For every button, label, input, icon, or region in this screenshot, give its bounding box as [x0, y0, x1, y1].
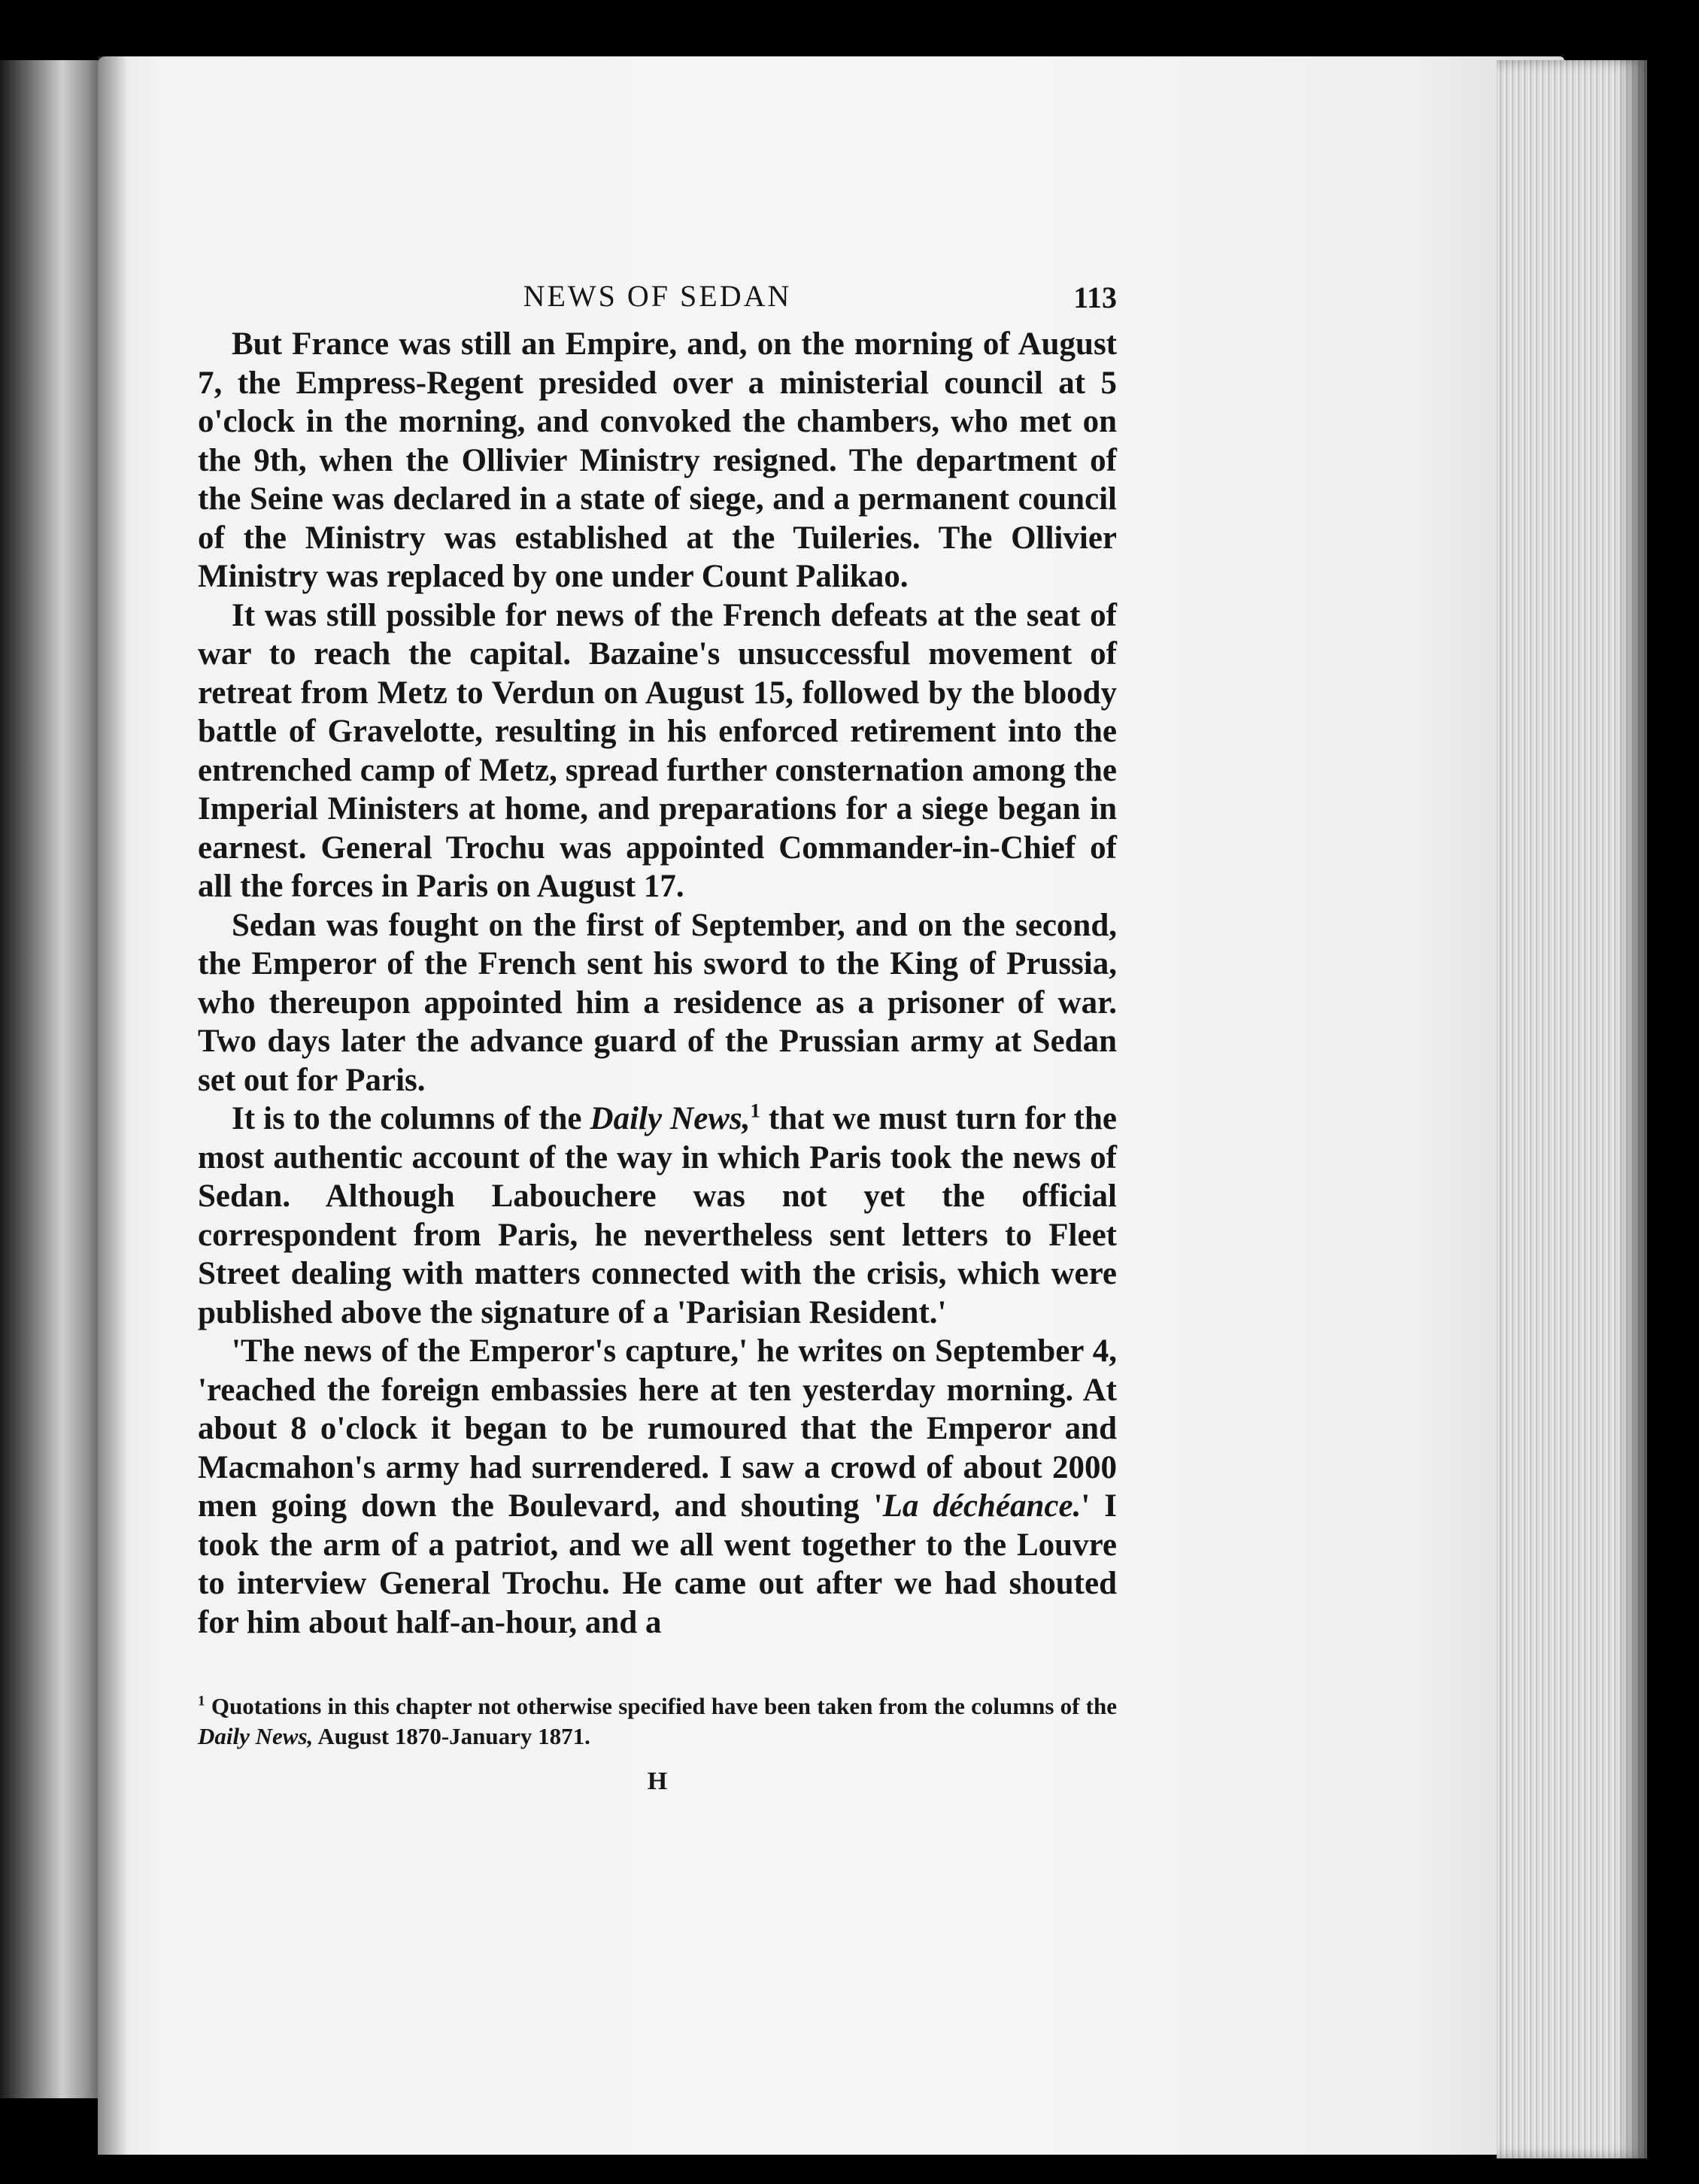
running-head [198, 271, 1117, 325]
paragraph-text: 'The news of the Emperor's capture,' he writes on September 4, 'reached the foreign embassies here at ten yesterday morning. At about 8 o'clock it began to be rumoured that the Emperor and Macmahon's army had surrendered. I saw a crowd of about 2000 men going down the Boulevard, and shouting ' [198, 1333, 1117, 1524]
signature-mark: H [647, 1767, 668, 1795]
paragraph-sedan: Sedan was fought on the first of September, and on the second, the Emperor of the French sent his sword to the King of Prussia, who thereupon appointed him a residence as a prisoner of war. Two days later the advance guard of the Prussian army at Sedan set out for Paris. [198, 907, 1117, 1098]
paragraph-quotation [198, 1332, 1117, 1642]
newspaper-title: Daily News, [590, 1101, 751, 1136]
quoted-phrase: La déchéance. [882, 1488, 1082, 1524]
footnote-newspaper-title: Daily News, [198, 1723, 314, 1749]
footnote-mark: 1 [198, 1693, 205, 1709]
footnote [198, 1691, 1117, 1752]
gutter-shadow [98, 56, 128, 2155]
running-title: NEWS OF SEDAN [523, 279, 792, 313]
paragraph-daily-news [198, 1100, 1117, 1332]
footnote-text: August 1870-January 1871. [317, 1723, 590, 1749]
page-edges-shadow [1617, 60, 1662, 2158]
paragraph-empire: But France was still an Empire, and, on the morning of August 7, the Empress-Regent presided over a ministerial council at 5 o'clock in the morning, and convoked the chambers, who met on the 9th, when the Ollivier Ministry resigned. The department of the Seine was declared in a state of siege, and a permanent council of the Ministry was established at the Tuileries. The Ollivier Ministry was replaced by one under Count Palikao. [198, 326, 1117, 594]
left-page-edge [0, 60, 113, 2098]
page-number: 113 [1073, 281, 1117, 314]
paragraph-text: that we must turn for the most authentic account of the way in which Paris took the news of Sedan. Although Labouchere was not yet the official correspondent from Paris, he nevertheless sent letters to Fleet Street dealing with matters connected with the crisis, which were published above the signature of a 'Parisian Resident.' [198, 1101, 1118, 1330]
paragraph-defeats: It was still possible for news of the French defeats at the seat of war to reach the capital. Bazaine's unsuccessful movement of retreat from Metz to Verdun on August 15, followed by the bloody battle of Gravelotte, resulting in his enforced retirement into the entrenched camp of Metz, spread further consternation among the Imperial Ministers at home, and preparations for a siege began in earnest. General Trochu was appointed Commander-in-Chief of all the forces in Paris on August 17. [198, 597, 1117, 904]
footnote-reference: 1 [750, 1099, 760, 1122]
paragraph-text: ' I took the arm of a patriot, and we all went together to the Louvre to interview General Trochu. He came out after we had shouted for him about half-an-hour, and a [198, 1488, 1117, 1640]
page-text-block [198, 271, 1117, 1801]
paragraph-text: It is to the columns of the [232, 1101, 582, 1136]
footnote-text: Quotations in this chapter not otherwise specified have been taken from the columns of the [211, 1693, 1118, 1719]
